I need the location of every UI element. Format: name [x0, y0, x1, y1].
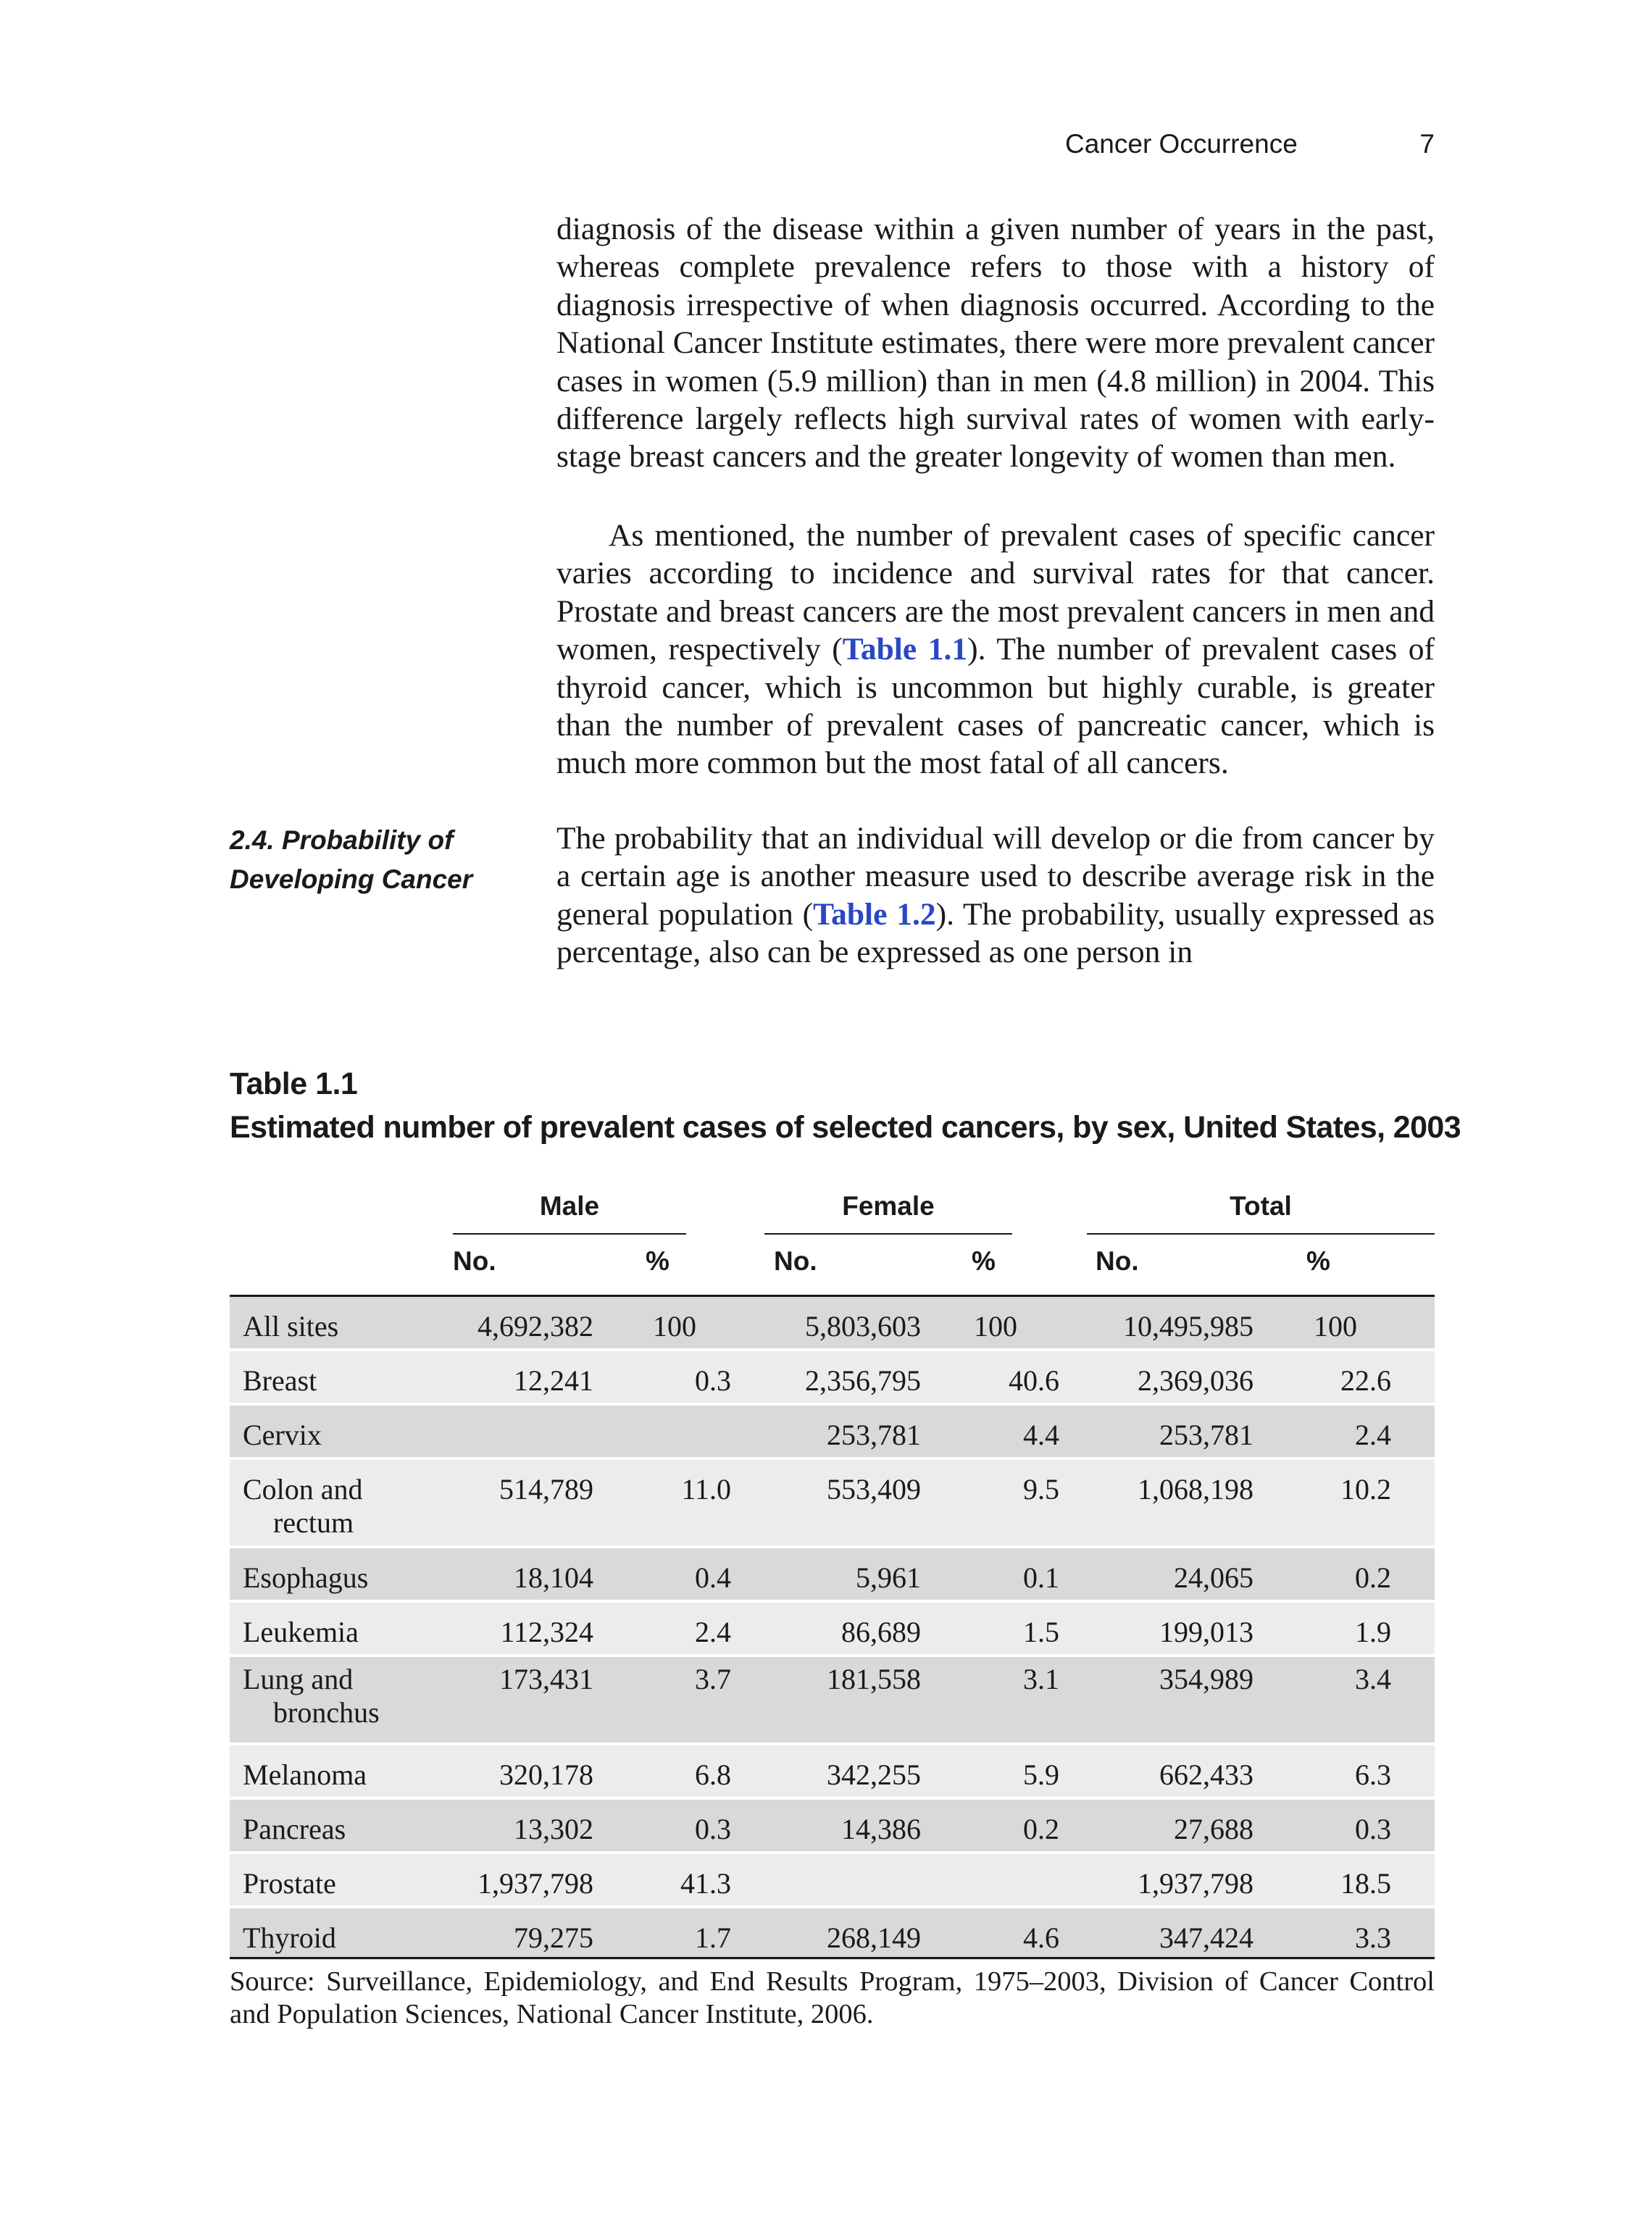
male-percent: 1.7	[695, 1921, 731, 1954]
total-count: 253,781	[1159, 1419, 1253, 1451]
paragraph-text: ). The probability, usually expressed as percentage, also can be expressed as one person in	[556, 896, 1435, 970]
female-percent: 40.6	[1009, 1364, 1059, 1397]
column-header-female-pct: %	[972, 1246, 996, 1276]
female-percent: 0.1	[1023, 1561, 1059, 1594]
paragraph-text: The probability that an individual will develop or die from cancer by a certain age is another measure used to describe average risk in the general population (	[556, 821, 1435, 932]
table-row	[230, 1854, 1435, 1908]
paragraph-text: ). The number of prevalent cases of thyroid cancer, which is uncommon but highly curable, is greater than the number of prevalent cases of pancreatic cancer, which is much more common but the most fatal of all cancers.	[556, 632, 1435, 781]
table-row	[230, 1460, 1435, 1548]
paragraph-text: As mentioned, the number of prevalent cases of specific cancer varies according to incidence and survival rates for that cancer. Prostate and breast cancers are the most prevalent cancers in men and women, respectively (	[556, 518, 1435, 667]
body-paragraph-3	[556, 819, 1435, 972]
female-percent: 4.6	[1023, 1921, 1059, 1954]
total-percent: 3.4	[1355, 1663, 1391, 1695]
female-percent: 4.4	[1023, 1419, 1059, 1451]
total-count: 354,989	[1159, 1663, 1253, 1695]
row-site: Thyroid	[243, 1921, 336, 1954]
total-count: 662,433	[1159, 1758, 1253, 1791]
male-percent: 2.4	[695, 1616, 731, 1648]
row-site: Lung and bronchus	[243, 1663, 380, 1729]
female-count: 181,558	[827, 1663, 921, 1695]
total-count: 2,369,036	[1138, 1364, 1253, 1397]
row-site: All sites	[243, 1310, 339, 1343]
male-count: 4,692,382	[477, 1310, 593, 1343]
group-rule-total	[1087, 1233, 1435, 1235]
total-count: 24,065	[1174, 1561, 1253, 1594]
table-row	[230, 1548, 1435, 1603]
female-count: 5,961	[856, 1561, 921, 1594]
column-header-total-no: No.	[1096, 1246, 1139, 1276]
table-1-1-link[interactable]: Table 1.1	[842, 632, 968, 667]
female-percent: 0.2	[1023, 1813, 1059, 1845]
body-paragraph-1: diagnosis of the disease within a given number of years in the past, whereas complete prevalence refers to those with a history of diagnosis irrespective of when diagnosis occurred. According to the National Cancer Institute estimates, there were more prevalent cancer cases in women (5.9 million) than in men (4.8 million) in 2004. This difference largely reflects high survival rates of women with early-stage breast cancers and the greater longevity of women than men.	[556, 212, 1435, 475]
total-count: 27,688	[1174, 1813, 1253, 1845]
total-percent: 22.6	[1340, 1364, 1391, 1397]
total-count: 199,013	[1159, 1616, 1253, 1648]
row-site: Leukemia	[243, 1616, 359, 1648]
male-count: 79,275	[514, 1921, 593, 1954]
section-heading-line: Developing Cancer	[230, 864, 473, 894]
female-count: 2,356,795	[805, 1364, 921, 1397]
table-source-note: Source: Surveillance, Epidemiology, and End Results Program, 1975–2003, Division of Cancer Control and Population Sciences, National Cancer Institute, 2006.	[230, 1966, 1435, 2029]
running-head	[1065, 129, 1435, 170]
row-site: Pancreas	[243, 1813, 346, 1845]
body-paragraph-2	[556, 517, 1435, 782]
group-header-total: Total	[1230, 1191, 1292, 1221]
total-count: 1,068,198	[1138, 1473, 1253, 1506]
running-head-title: Cancer Occurrence	[1065, 129, 1298, 159]
total-percent: 3.3	[1355, 1921, 1391, 1954]
table-1-2-link[interactable]: Table 1.2	[813, 896, 936, 932]
male-percent: 0.4	[695, 1561, 731, 1594]
table-row	[230, 1297, 1435, 1351]
table-row	[230, 1351, 1435, 1406]
female-count: 253,781	[827, 1419, 921, 1451]
female-percent: 5.9	[1023, 1758, 1059, 1791]
total-percent: 10.2	[1340, 1473, 1391, 1506]
female-count: 342,255	[827, 1758, 921, 1791]
table-body	[230, 1297, 1435, 1960]
total-count: 1,937,798	[1138, 1867, 1253, 1900]
female-percent: 100	[974, 1310, 1017, 1343]
row-site: Cervix	[243, 1419, 322, 1451]
column-header-total-pct: %	[1306, 1246, 1330, 1276]
female-count: 14,386	[841, 1813, 921, 1845]
male-percent: 11.0	[681, 1473, 731, 1506]
table-row	[230, 1745, 1435, 1800]
table-row	[230, 1908, 1435, 1960]
female-count: 268,149	[827, 1921, 921, 1954]
female-count: 553,409	[827, 1473, 921, 1506]
row-site: Esophagus	[243, 1561, 369, 1594]
total-count: 10,495,985	[1123, 1310, 1253, 1343]
male-percent: 6.8	[695, 1758, 731, 1791]
total-percent: 100	[1314, 1310, 1357, 1343]
table-bottom-rule	[230, 1957, 1435, 1959]
male-percent: 0.3	[695, 1364, 731, 1397]
table-label: Table 1.1	[230, 1066, 358, 1101]
total-percent: 6.3	[1355, 1758, 1391, 1791]
female-count: 86,689	[841, 1616, 921, 1648]
table-row	[230, 1800, 1435, 1854]
table-row	[230, 1406, 1435, 1460]
male-percent: 3.7	[695, 1663, 731, 1695]
total-percent: 0.3	[1355, 1813, 1391, 1845]
female-percent: 9.5	[1023, 1473, 1059, 1506]
row-site: Prostate	[243, 1867, 336, 1900]
male-count: 514,789	[499, 1473, 593, 1506]
column-header-male-no: No.	[453, 1246, 496, 1276]
row-site: Melanoma	[243, 1758, 367, 1791]
total-percent: 18.5	[1340, 1867, 1391, 1900]
total-count: 347,424	[1159, 1921, 1253, 1954]
column-header-male-pct: %	[646, 1246, 669, 1276]
column-header-female-no: No.	[774, 1246, 817, 1276]
group-rule-female	[764, 1233, 1012, 1235]
male-percent: 100	[653, 1310, 696, 1343]
row-site: Colon and rectum	[243, 1473, 363, 1539]
page-number: 7	[1419, 129, 1435, 159]
male-count: 12,241	[514, 1364, 593, 1397]
male-count: 112,324	[500, 1616, 593, 1648]
male-percent: 0.3	[695, 1813, 731, 1845]
male-count: 173,431	[499, 1663, 593, 1695]
section-heading-line: 2.4. Probability of	[230, 825, 454, 855]
total-percent: 0.2	[1355, 1561, 1391, 1594]
male-count: 18,104	[514, 1561, 593, 1594]
male-count: 320,178	[499, 1758, 593, 1791]
group-rule-male	[453, 1233, 686, 1235]
group-header-female: Female	[842, 1191, 935, 1221]
female-percent: 3.1	[1023, 1663, 1059, 1695]
row-site: Breast	[243, 1364, 317, 1397]
section-heading	[230, 821, 534, 899]
total-percent: 1.9	[1355, 1616, 1391, 1648]
total-percent: 2.4	[1355, 1419, 1391, 1451]
female-count: 5,803,603	[805, 1310, 921, 1343]
male-count: 1,937,798	[477, 1867, 593, 1900]
male-count: 13,302	[514, 1813, 593, 1845]
group-header-male: Male	[539, 1191, 600, 1221]
female-percent: 1.5	[1023, 1616, 1059, 1648]
male-percent: 41.3	[680, 1867, 731, 1900]
table-row	[230, 1603, 1435, 1657]
table-caption: Estimated number of prevalent cases of selected cancers, by sex, United States, 2003	[230, 1110, 1461, 1145]
table-row	[230, 1657, 1435, 1745]
